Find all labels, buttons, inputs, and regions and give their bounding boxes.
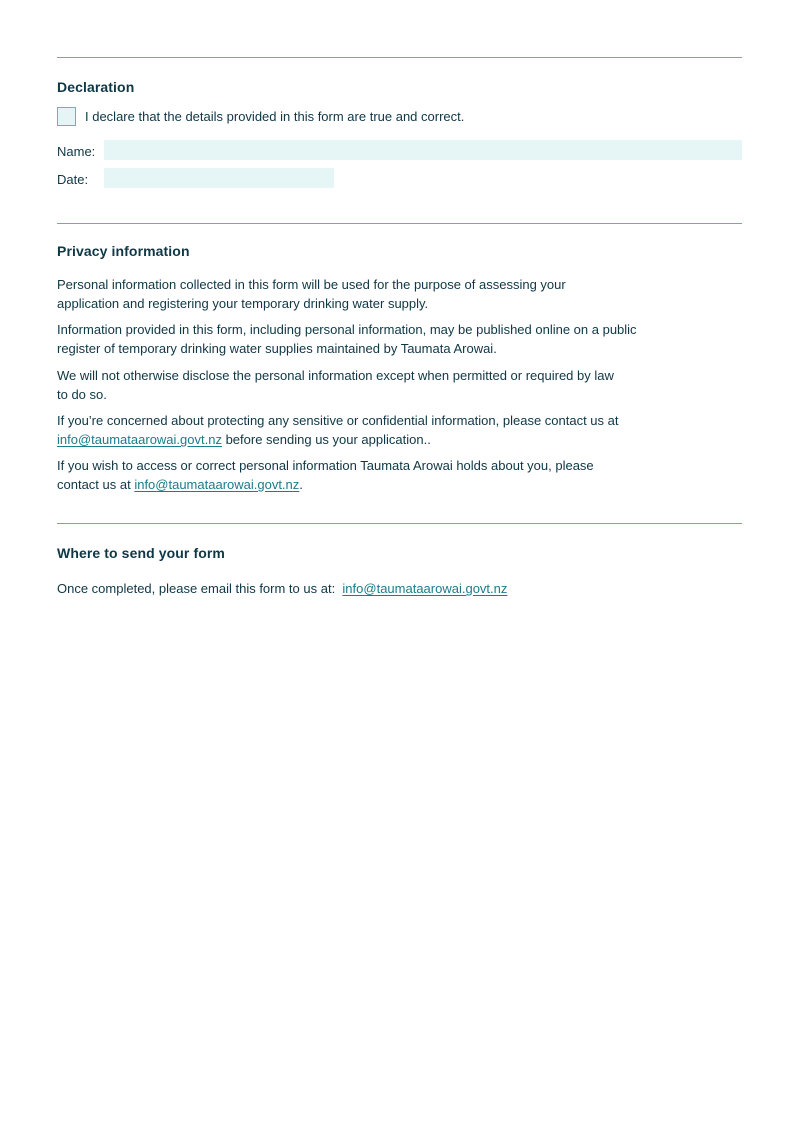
name-field[interactable] (104, 140, 742, 160)
privacy-sensitive-text-before: If you’re concerned about protecting any sensitive or confidential information, please contact us at (57, 413, 619, 428)
privacy-access-text-after: . (299, 477, 303, 492)
privacy-heading: Privacy information (57, 243, 190, 259)
privacy-access-text-before: If you wish to access or correct personal information Taumata Arowai holds about you, please contact us at (57, 458, 594, 492)
send-instructions-text: Once completed, please email this form to us at: (57, 581, 343, 596)
send-email-link[interactable]: info@taumataarowai.govt.nz (342, 581, 508, 596)
declaration-checkbox-label: I declare that the details provided in this form are true and correct. (85, 109, 465, 124)
date-field[interactable] (104, 168, 334, 188)
declaration-checkbox[interactable] (57, 107, 76, 126)
send-heading: Where to send your form (57, 545, 225, 561)
privacy-paragraph-access (57, 456, 617, 494)
privacy-sensitive-text-after: before sending us your application.. (221, 432, 431, 447)
privacy-paragraph-purpose: Personal information collected in this form will be used for the purpose of assessing your application and registering your temporary drinking water supply. (57, 277, 566, 311)
date-label: Date: (57, 172, 89, 187)
privacy-sensitive-email-link[interactable]: info@taumataarowai.govt.nz (57, 432, 222, 447)
privacy-access-email-link[interactable]: info@taumataarowai.govt.nz (134, 477, 300, 492)
send-instructions (57, 579, 742, 598)
section-divider-privacy (57, 223, 742, 224)
declaration-heading: Declaration (57, 79, 135, 95)
name-label: Name: (57, 144, 96, 159)
section-divider-send (57, 523, 742, 524)
section-divider-top (57, 57, 742, 58)
privacy-paragraph-publication: Information provided in this form, including personal information, may be published online on a public register of temporary drinking water supplies maintained by Taumata Arowai. (57, 322, 637, 356)
privacy-paragraph-sensitive (57, 411, 632, 449)
privacy-paragraph-disclosure: We will not otherwise disclose the personal information except when permitted or required by law to do so. (57, 368, 614, 402)
